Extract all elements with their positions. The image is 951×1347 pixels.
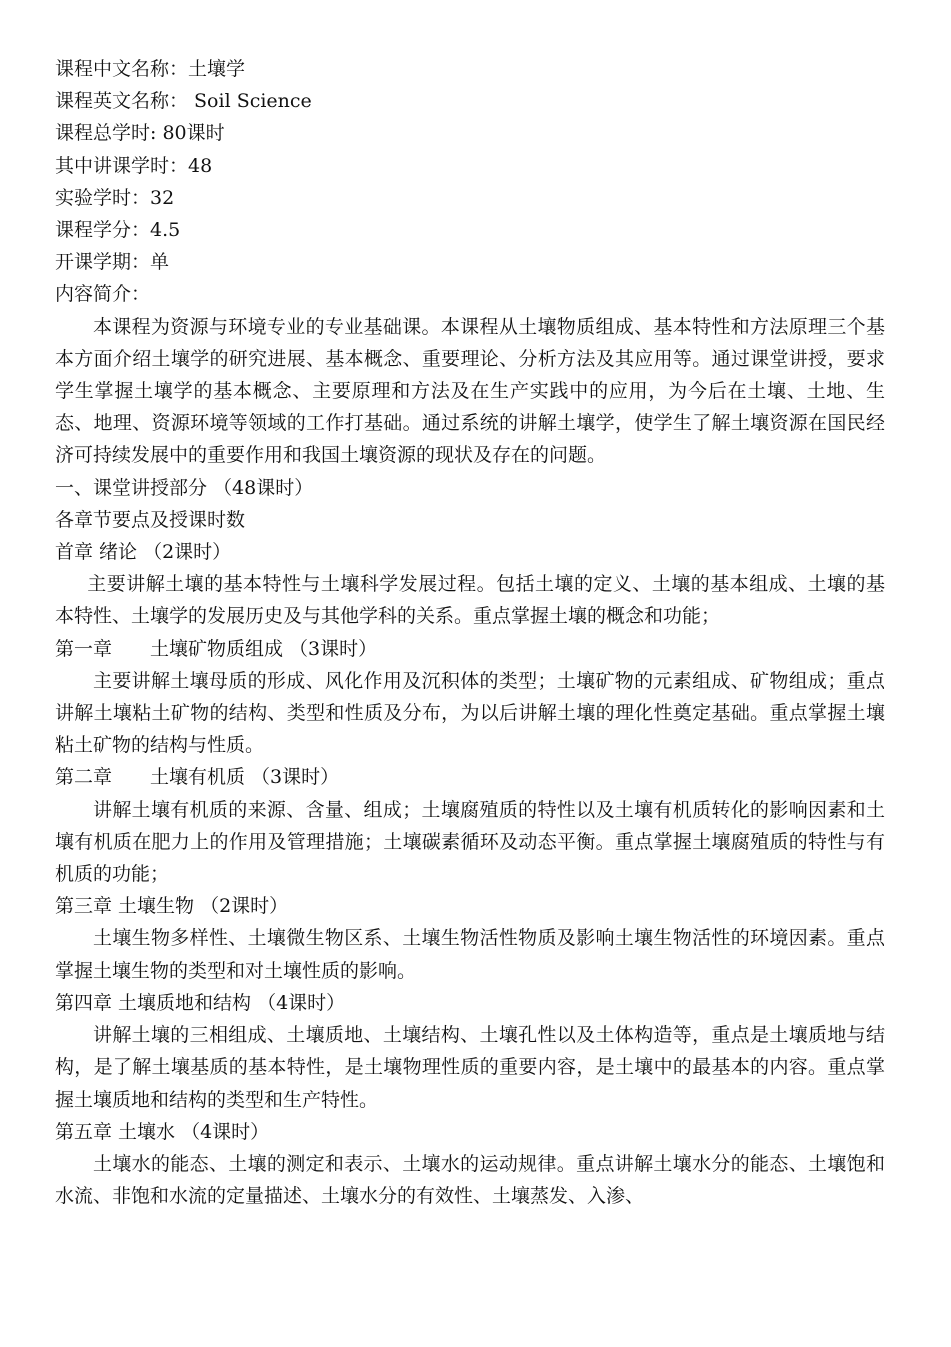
- chapter-title: 第五章 土壤水 （4课时）: [55, 1120, 270, 1143]
- chapter-title: 第四章 土壤质地和结构 （4课时）: [55, 991, 346, 1014]
- section-subtitle: 各章节要点及授课时数: [55, 508, 246, 531]
- semester: 开课学期：单: [55, 251, 170, 274]
- lecture-hours: 其中讲课学时：48: [55, 154, 213, 177]
- course-cn-name: 课程中文名称：土壤学: [55, 58, 246, 80]
- chapter-body: 主要讲解土壤母质的形成、风化作用及沉积体的类型；土壤矿物的元素组成、矿物组成；重点讲解土壤粘土矿物的结构、类型和性质及分布，为以后讲解土壤的理化性奠定基础。重点掌握土壤粘土矿物的结构与性质。: [55, 669, 885, 757]
- chapter-body: 土壤生物多样性、土壤微生物区系、土壤生物活性物质及影响土壤生物活性的环境因素。重点掌握土壤生物的类型和对土壤性质的影响。: [55, 927, 885, 982]
- intro-label: 内容简介：: [55, 283, 151, 306]
- chapter-title: 第一章 土壤矿物质组成 （3课时）: [55, 637, 378, 660]
- chapter-title: 第二章 土壤有机质 （3课时）: [55, 766, 340, 789]
- chapter-title: 首章 绪论 （2课时）: [55, 541, 232, 564]
- total-hours: 课程总学时: 80课时: [55, 122, 225, 145]
- chapter-title: 第三章 土壤生物 （2课时）: [55, 895, 289, 918]
- credits: 课程学分：4.5: [55, 219, 181, 242]
- chapter-body: 讲解土壤有机质的来源、含量、组成；土壤腐殖质的特性以及土壤有机质转化的影响因素和土壤有机质在肥力上的作用及管理措施；土壤碳素循环及动态平衡。重点掌握土壤腐殖质的特性与有机质的功能；: [55, 798, 885, 886]
- lab-hours: 实验学时：32: [55, 186, 175, 209]
- chapter-body: 主要讲解土壤的基本特性与土壤科学发展过程。包括土壤的定义、土壤的基本组成、土壤的基本特性、土壤学的发展历史及与其他学科的关系。重点掌握土壤的概念和功能；: [55, 573, 885, 628]
- section-title: 一、课堂讲授部分 （48课时）: [55, 476, 314, 499]
- chapter-body: 土壤水的能态、土壤的测定和表示、土壤水的运动规律。重点讲解土壤水分的能态、土壤饱和水流、非饱和水流的定量描述、土壤水分的有效性、土壤蒸发、入渗、: [55, 1152, 885, 1208]
- course-en-name: 课程英文名称： Soil Science: [55, 90, 312, 113]
- chapter-body: 讲解土壤的三相组成、土壤质地、土壤结构、土壤孔性以及土体构造等，重点是土壤质地与结构，是了解土壤基质的基本特性，是土壤物理性质的重要内容，是土壤中的最基本的内容。重点掌握土壤质地和结构的类型和生产特性。: [55, 1024, 885, 1111]
- document-page: [55, 53, 885, 1212]
- intro-paragraph: 本课程为资源与环境专业的专业基础课。本课程从土壤物质组成、基本特性和方法原理三个基本方面介绍土壤学的研究进展、基本概念、重要理论、分析方法及其应用等。通过课堂讲授，要求学生掌握土壤学的基本概念、主要原理和方法及在生产实践中的应用，为今后在土壤、土地、生态、地理、资源环境等领域的工作打基础。通过系统的讲解土壤学，使学生了解土壤资源在国民经济可持续发展中的重要作用和我国土壤资源的现状及存在的问题。: [55, 315, 885, 467]
